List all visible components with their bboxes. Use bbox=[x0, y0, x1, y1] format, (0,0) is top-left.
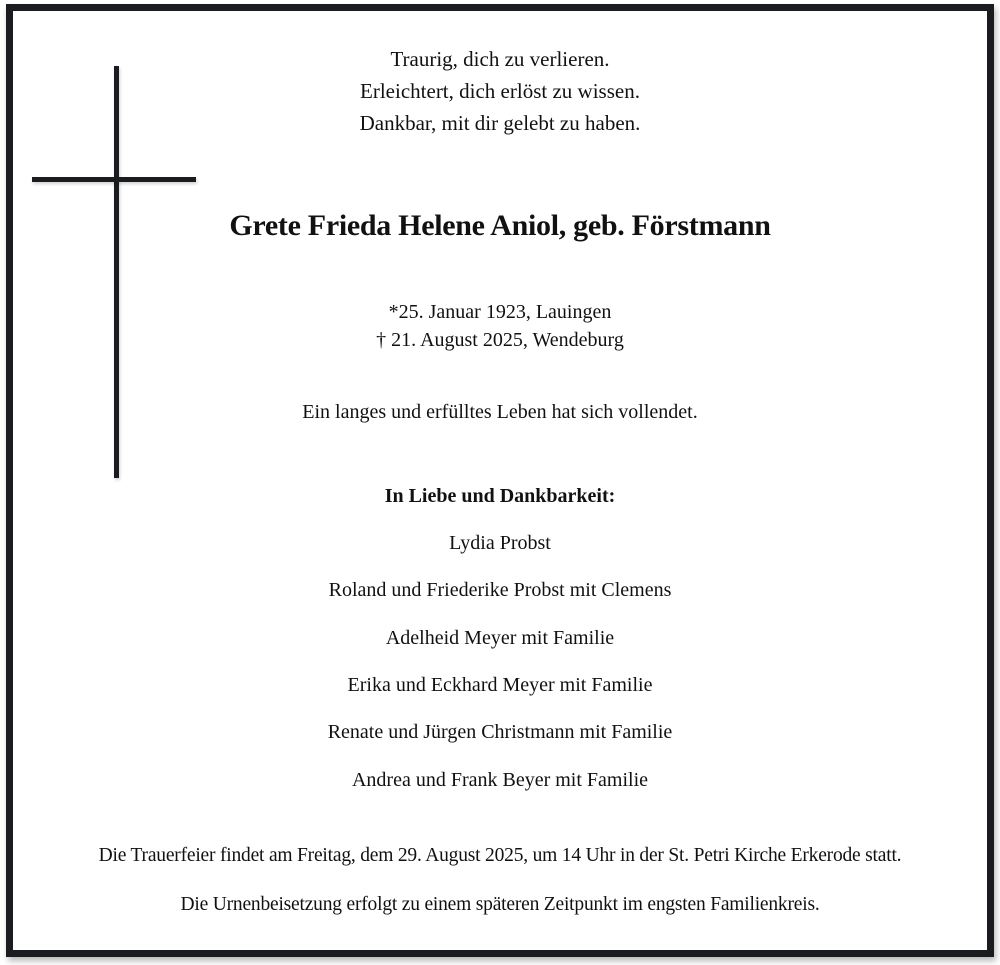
mourner-item: Erika und Eckhard Meyer mit Familie bbox=[347, 674, 653, 696]
mourner-item: Lydia Probst bbox=[449, 532, 551, 554]
poem-line-2: Erleichtert, dich erlöst zu wissen. bbox=[360, 79, 640, 103]
mourners-heading: In Liebe und Dankbarkeit: bbox=[384, 485, 616, 507]
burial-info: Die Urnenbeisetzung erfolgt zu einem späteren Zeitpunkt im engsten Familienkreis. bbox=[180, 894, 820, 915]
mourner-item: Adelheid Meyer mit Familie bbox=[385, 627, 615, 649]
poem-line-3: Dankbar, mit dir gelebt zu haben. bbox=[359, 111, 641, 135]
death-date: † 21. August 2025, Wendeburg bbox=[376, 329, 624, 351]
deceased-name: Grete Frieda Helene Aniol, geb. Förstmann bbox=[229, 209, 771, 242]
obituary-frame bbox=[6, 4, 994, 957]
cross-horizontal-bar bbox=[32, 177, 196, 182]
mourner-item: Roland und Friederike Probst mit Clemens bbox=[328, 579, 672, 601]
birth-date: *25. Januar 1923, Lauingen bbox=[388, 301, 612, 323]
funeral-info: Die Trauerfeier findet am Freitag, dem 29. August 2025, um 14 Uhr in der St. Petri Kirche Erkerode statt. bbox=[98, 845, 902, 866]
tagline: Ein langes und erfülltes Leben hat sich vollendet. bbox=[302, 401, 698, 423]
poem-line-1: Traurig, dich zu verlieren. bbox=[390, 47, 610, 71]
mourner-item: Andrea und Frank Beyer mit Familie bbox=[351, 769, 649, 791]
mourner-item: Renate und Jürgen Christmann mit Familie bbox=[327, 721, 673, 743]
